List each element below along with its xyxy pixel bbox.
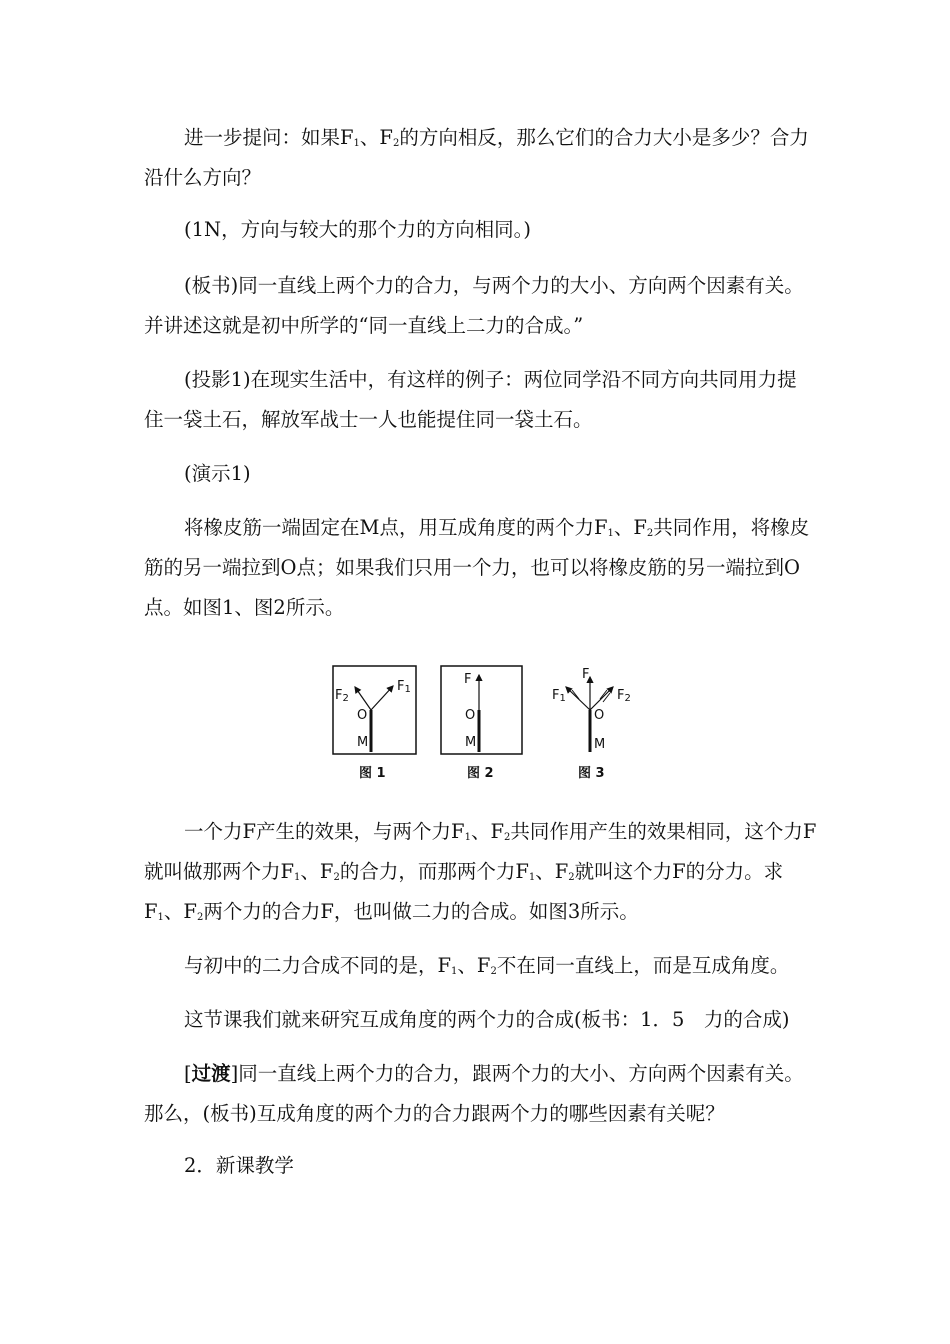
- subscript: 1: [607, 528, 614, 539]
- text: 就叫做那两个力F: [144, 860, 295, 883]
- paragraph-question-opposite: [144, 118, 809, 198]
- text: (投影1)在现实生活中，有这样的例子：两位同学沿不同方向共同用力提: [184, 368, 797, 391]
- paragraph-resultant-definition: [144, 812, 817, 932]
- text: 进一步提问：如果F: [184, 126, 354, 149]
- text: F: [144, 900, 158, 923]
- fig3-o-label: O: [594, 708, 605, 723]
- text: (板书)同一直线上两个力的合力，与两个力的大小、方向两个因素有关。: [184, 274, 804, 297]
- fig1-f1-label: $F_1$: [397, 679, 411, 695]
- fig1-caption: 图 1: [359, 766, 386, 781]
- subscript: 2: [646, 528, 654, 539]
- paragraph-demo-1: [144, 454, 804, 494]
- text: 沿什么方向？: [144, 166, 262, 189]
- subscript: 1: [294, 872, 301, 883]
- fig1-m-label: M: [357, 735, 369, 750]
- fig2-o-label: O: [465, 708, 476, 723]
- fig2-f-label: F: [464, 672, 472, 687]
- text: 与初中的二力合成不同的是，F: [184, 954, 452, 977]
- subscript: 1: [464, 832, 471, 843]
- text: 将橡皮筋一端固定在M点，用互成角度的两个力F: [184, 516, 608, 539]
- text: 那么，(板书)互成角度的两个力的合力跟两个力的哪些因素有关呢？: [144, 1102, 725, 1125]
- text: 两个力的合力F，也叫做二力的合成。如图3所示。: [203, 900, 639, 923]
- text: 、F: [163, 900, 197, 923]
- text: ]同一直线上两个力的合力，跟两个力的大小、方向两个因素有关。: [230, 1062, 804, 1085]
- text: (演示1): [184, 462, 251, 485]
- paragraph-difference: [144, 946, 804, 986]
- text: 不在同一直线上，而是互成角度。: [496, 954, 790, 977]
- text: 并讲述这就是初中所学的“同一直线上二力的合成。”: [144, 314, 584, 337]
- paragraph-projection-1: [144, 360, 804, 440]
- text: 的方向相反，那么它们的合力大小是多少？合力: [399, 126, 809, 149]
- text: 这节课我们就来研究互成角度的两个力的合成(板书：1．5 力的合成): [184, 1008, 790, 1031]
- text: 、F: [300, 860, 334, 883]
- subscript: 2: [568, 872, 575, 883]
- subscript: 1: [353, 138, 360, 149]
- text: 、F: [470, 820, 504, 843]
- subscript: 2: [490, 966, 497, 977]
- subscript: 2: [333, 872, 340, 883]
- text: 共同作用，将橡皮: [653, 516, 810, 539]
- text: 的合力，而那两个力F: [339, 860, 529, 883]
- paragraph-lesson-topic: [144, 1000, 804, 1040]
- paragraph-blackboard-1: [144, 266, 804, 346]
- text: (1N，方向与较大的那个力的方向相同。): [184, 218, 531, 241]
- text: 共同作用产生的效果相同，这个力F: [510, 820, 817, 843]
- figure-force-diagrams: [320, 660, 640, 785]
- text: [: [184, 1062, 192, 1085]
- text: 就叫这个力F的分力。求: [574, 860, 784, 883]
- paragraph-answer: [144, 210, 804, 250]
- text: 2．新课教学: [184, 1154, 294, 1177]
- fig3-caption: 图 3: [578, 766, 605, 781]
- fig3-m-label: M: [594, 737, 606, 752]
- text: 筋的另一端拉到O点；如果我们只用一个力，也可以将橡皮筋的另一端拉到O: [144, 556, 800, 579]
- fig1-f2-arrow: [355, 687, 371, 710]
- text: 点。如图1、图2所示。: [144, 596, 345, 619]
- fig1-f2-label: $F_2$: [335, 688, 349, 704]
- text: 住一袋土石，解放军战士一人也能提住同一袋土石。: [144, 408, 593, 431]
- text: 、F: [457, 954, 491, 977]
- fig1-o-label: O: [357, 708, 368, 723]
- text: 、F: [535, 860, 569, 883]
- text: 、F: [359, 126, 393, 149]
- subscript: 2: [503, 832, 511, 843]
- fig2-m-label: M: [465, 735, 477, 750]
- fig3-f2-label: $F_2$: [617, 688, 631, 704]
- section-heading-new-lesson: [144, 1146, 804, 1186]
- fig2-caption: 图 2: [467, 766, 494, 781]
- paragraph-rubber-band: [144, 508, 810, 628]
- subscript: 2: [196, 912, 204, 923]
- fig3-f2-arrow: [590, 687, 613, 710]
- text: 、F: [613, 516, 647, 539]
- subscript: 2: [392, 138, 400, 149]
- paragraph-transition: [144, 1054, 804, 1134]
- fig3-f1-label: $F_1$: [552, 688, 566, 704]
- subscript: 1: [528, 872, 536, 883]
- subscript: 1: [157, 912, 164, 923]
- fig2-frame: [441, 666, 522, 754]
- fig3-f-label: F: [582, 667, 590, 682]
- fig1-f1-arrow: [371, 686, 393, 710]
- transition-keyword: 过渡: [191, 1062, 231, 1085]
- subscript: 1: [451, 966, 458, 977]
- text: 一个力F产生的效果，与两个力F: [184, 820, 465, 843]
